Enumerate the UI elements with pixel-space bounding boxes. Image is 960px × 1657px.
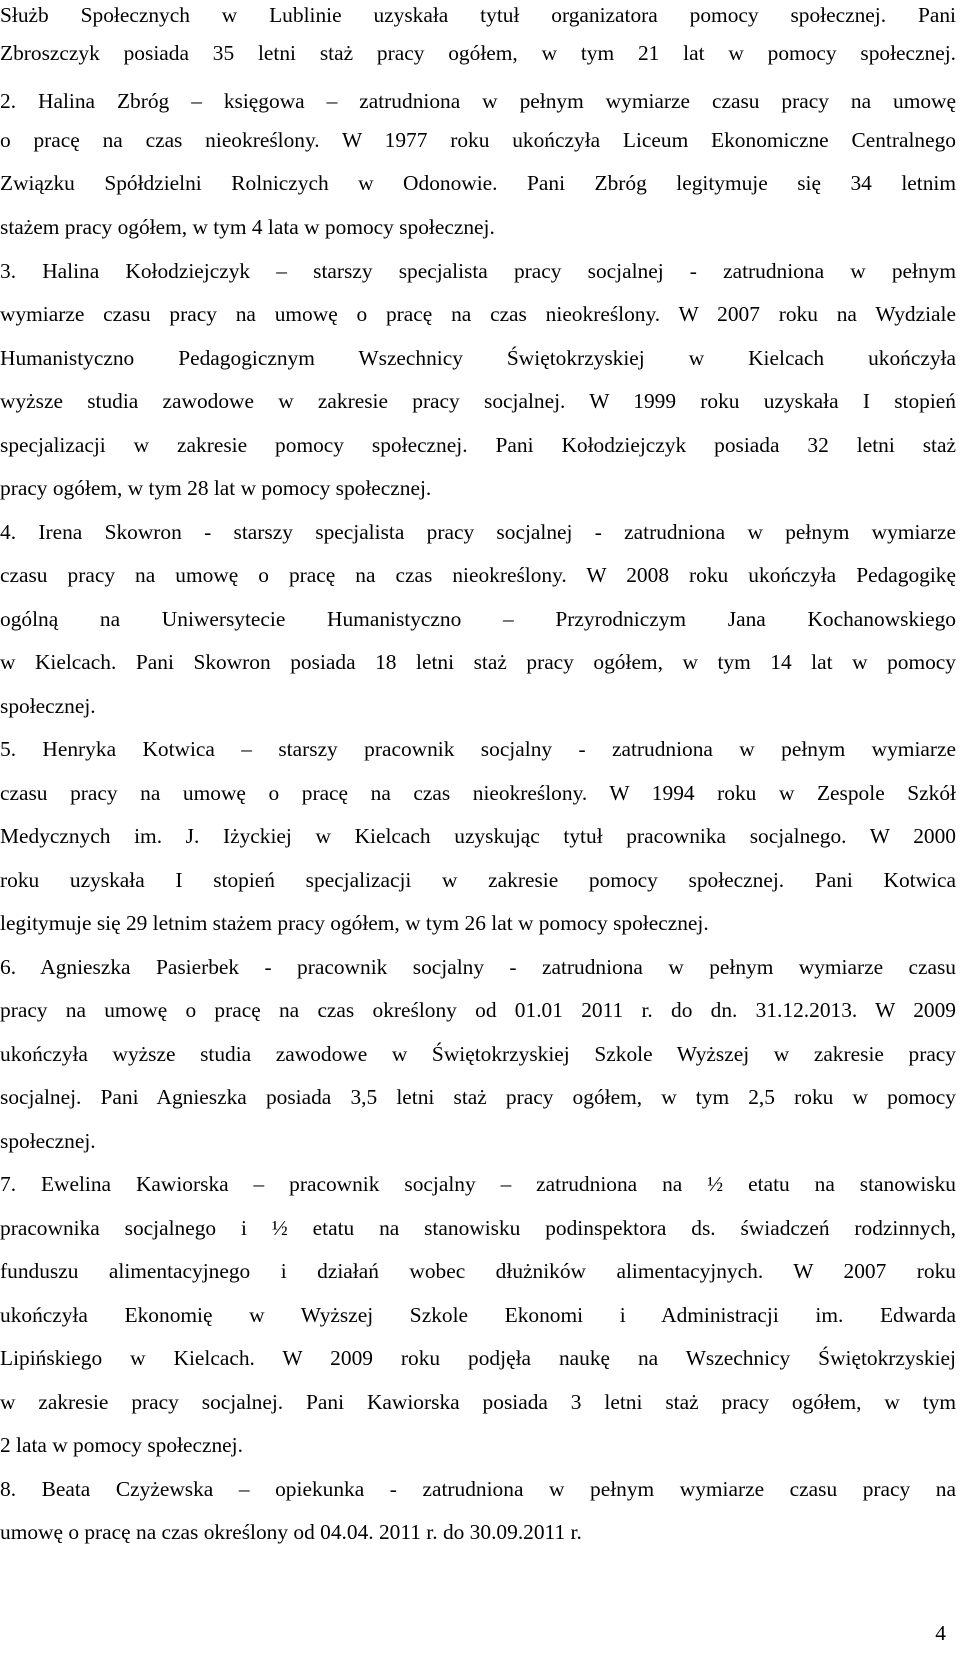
text-line: stażem pracy ogółem, w tym 4 lata w pomocy społecznej. — [0, 215, 495, 239]
text-line: pracy na umowę o pracę na czas określony od 01.01 2011 r. do dn. 31.12.2013. W 2009 — [0, 998, 956, 1022]
text-line: Służb Społecznych w Lublinie uzyskała tytuł organizatora pomocy społecznej. Pani — [0, 3, 956, 27]
text-line: specjalizacji w zakresie pomocy społecznej. Pani Kołodziejczyk posiada 32 letni staż — [0, 433, 956, 457]
text-line: 4. Irena Skowron - starszy specjalista pracy socjalnej - zatrudniona w pełnym wymiarze — [0, 520, 956, 544]
text-line: ogólną na Uniwersytecie Humanistyczno – Przyrodniczym Jana Kochanowskiego — [0, 607, 956, 631]
text-line: o pracę na czas nieokreślony. W 1977 roku ukończyła Liceum Ekonomiczne Centralnego — [0, 128, 956, 152]
text-line: 8. Beata Czyżewska – opiekunka - zatrudniona w pełnym wymiarze czasu pracy na — [0, 1477, 956, 1501]
text-line: legitymuje się 29 letnim stażem pracy ogółem, w tym 26 lat w pomocy społecznej. — [0, 911, 709, 935]
text-line: społecznej. — [0, 1129, 96, 1153]
text-line: ukończyła wyższe studia zawodowe w Świętokrzyskiej Szkole Wyższej w zakresie pracy — [0, 1042, 956, 1066]
text-line: 2 lata w pomocy społecznej. — [0, 1433, 243, 1457]
text-line: wyższe studia zawodowe w zakresie pracy socjalnej. W 1999 roku uzyskała I stopień — [0, 389, 956, 413]
text-line: Związku Spółdzielni Rolniczych w Odonowie. Pani Zbróg legitymuje się 34 letnim — [0, 171, 956, 195]
text-line: 5. Henryka Kotwica – starszy pracownik socjalny - zatrudniona w pełnym wymiarze — [0, 737, 956, 761]
text-line: społecznej. — [0, 694, 96, 718]
text-line: roku uzyskała I stopień specjalizacji w zakresie pomocy społecznej. Pani Kotwica — [0, 868, 956, 892]
text-line: pracownika socjalnego i ½ etatu na stanowisku podinspektora ds. świadczeń rodzinnych, — [0, 1216, 956, 1240]
text-line: umowę o pracę na czas określony od 04.04. 2011 r. do 30.09.2011 r. — [0, 1520, 582, 1544]
text-line: w zakresie pracy socjalnej. Pani Kawiorska posiada 3 letni staż pracy ogółem, w tym — [0, 1390, 956, 1414]
text-line: Zbroszczyk posiada 35 letni staż pracy ogółem, w tym 21 lat w pomocy społecznej. — [0, 41, 956, 65]
text-line: czasu pracy na umowę o pracę na czas nieokreślony. W 1994 roku w Zespole Szkół — [0, 781, 956, 805]
text-line: 3. Halina Kołodziejczyk – starszy specjalista pracy socjalnej - zatrudniona w pełnym — [0, 259, 956, 283]
text-line: Lipińskiego w Kielcach. W 2009 roku podjęła naukę na Wszechnicy Świętokrzyskiej — [0, 1346, 956, 1370]
text-line: czasu pracy na umowę o pracę na czas nieokreślony. W 2008 roku ukończyła Pedagogikę — [0, 563, 956, 587]
text-line: wymiarze czasu pracy na umowę o pracę na czas nieokreślony. W 2007 roku na Wydziale — [0, 302, 956, 326]
text-line: socjalnej. Pani Agnieszka posiada 3,5 letni staż pracy ogółem, w tym 2,5 roku w pomocy — [0, 1085, 956, 1109]
text-line: w Kielcach. Pani Skowron posiada 18 letni staż pracy ogółem, w tym 14 lat w pomocy — [0, 650, 956, 674]
text-line: Medycznych im. J. Iżyckiej w Kielcach uzyskując tytuł pracownika socjalnego. W 2000 — [0, 824, 956, 848]
page-number: 4 — [935, 1621, 946, 1645]
text-line: pracy ogółem, w tym 28 lat w pomocy społecznej. — [0, 476, 432, 500]
text-line: funduszu alimentacyjnego i działań wobec dłużników alimentacyjnych. W 2007 roku — [0, 1259, 956, 1283]
text-line: Humanistyczno Pedagogicznym Wszechnicy Świętokrzyskiej w Kielcach ukończyła — [0, 346, 956, 370]
text-line: 6. Agnieszka Pasierbek - pracownik socjalny - zatrudniona w pełnym wymiarze czasu — [0, 955, 956, 979]
text-line: 2. Halina Zbróg – księgowa – zatrudniona w pełnym wymiarze czasu pracy na umowę — [0, 89, 956, 113]
text-line: ukończyła Ekonomię w Wyższej Szkole Ekonomi i Administracji im. Edwarda — [0, 1303, 956, 1327]
text-line: 7. Ewelina Kawiorska – pracownik socjalny – zatrudniona na ½ etatu na stanowisku — [0, 1172, 956, 1196]
